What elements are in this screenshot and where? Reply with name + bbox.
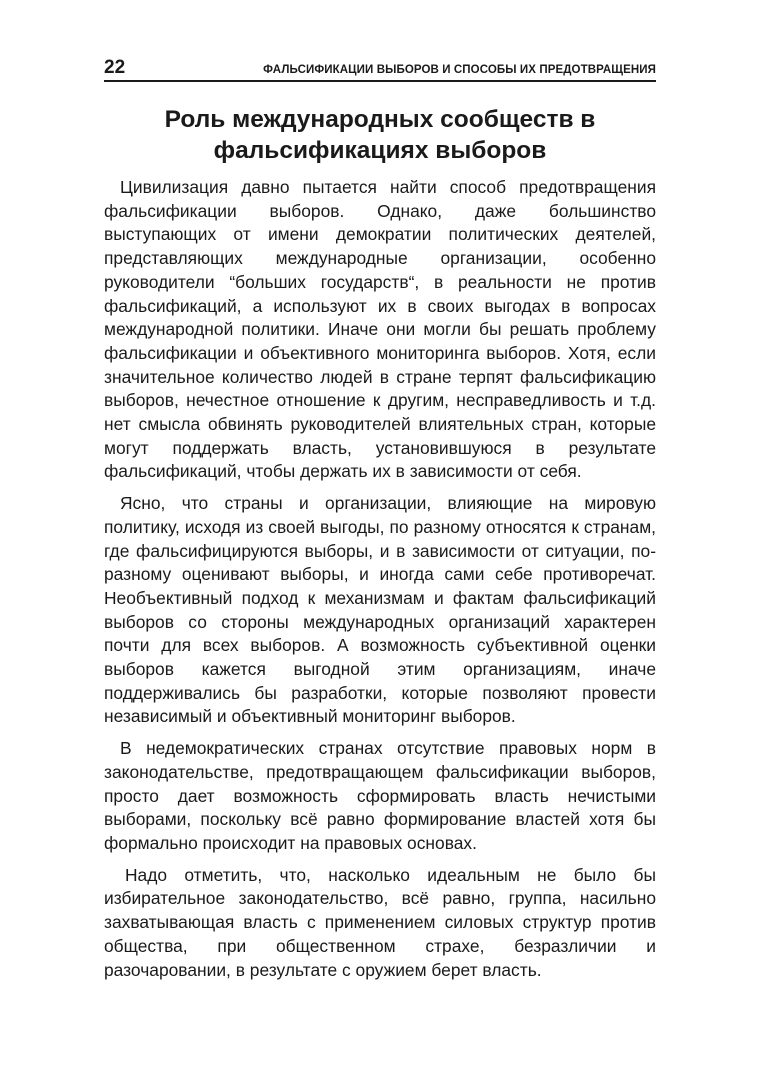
paragraph: Цивилизация давно пытается найти способ предотвращения фальсификации выборов. Однако, даже большинство выступающих от имени демократии политических деятелей, представляющих международные организации, особенно руководители “больших государств“, в реальности не против фальсификаций, а используют их в своих выгодах в вопросах международной политики. Иначе они могли бы решать проблему фальсификации и объективного мониторинга выборов. Хотя, если значительное количество людей в стране терпят фальсификацию выборов, нечестное отношение к другим, несправедливость и т.д. нет смысла обвинять руководителей влиятельных стран, которые могут поддержать власть, установившуюся в результате фальсификаций, чтобы держать их в зависимости от себя.: [104, 177, 656, 482]
running-title: ФАЛЬСИФИКАЦИИ ВЫБОРОВ И СПОСОБЫ ИХ ПРЕДОТВРАЩЕНИЯ: [263, 64, 656, 76]
paragraph: В недемократических странах отсутствие правовых норм в законодательстве, предотвращающем фальсификации выборов, просто дает возможность сформировать власть нечистыми выборами, поскольку всё равно формирование властей хотя бы формально происходит на правовых основах.: [104, 738, 656, 853]
section-title-line-2: фальсификациях выборов: [213, 137, 547, 164]
section-title: [104, 104, 656, 166]
running-header: [104, 54, 656, 82]
section-title-line-1: Роль международных сообществ в: [164, 106, 596, 133]
paragraph: Надо отметить, что, насколько идеальным не было бы избирательное законодательство, всё равно, группа, насильно захватывающая власть с применением силовых структур против общества, при общественном страхе, безразличии и разочаровании, в результате с оружием берет власть.: [104, 864, 656, 980]
body-text: [104, 176, 656, 982]
paragraph: Ясно, что страны и организации, влияющие на мировую политику, исходя из своей выгоды, по разному относятся к странам, где фальсифицируются выборы, и в зависимости от ситуации, по-разному оценивают выборы, и иногда сами себе противоречат. Необъективный подход к механизмам и фактам фальсификаций выборов со стороны международных организаций характерен почти для всех выборов. А возможность субъективной оценки выборов кажется выгодной этим организациям, иначе поддерживались бы разработки, которые позволяют провести независимый и объективный мониторинг выборов.: [104, 493, 656, 727]
page-number: 22: [104, 57, 126, 78]
